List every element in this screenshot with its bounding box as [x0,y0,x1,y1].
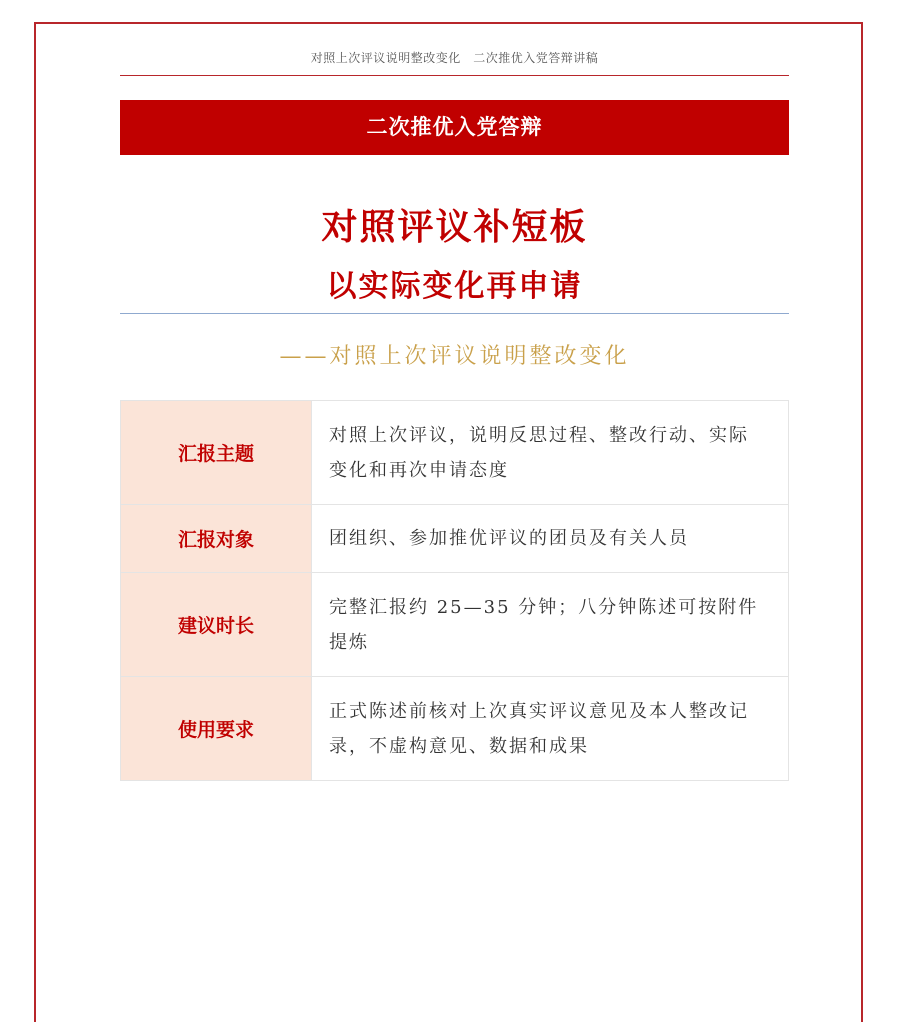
title-divider [120,313,789,314]
row-value-audience: 团组织、参加推优评议的团员及有关人员 [312,505,789,573]
page-subtitle: 以实际变化再申请 [326,269,583,304]
page-title: 对照评议补短板 [321,207,588,248]
section-banner: 二次推优入党答辩 [120,100,789,155]
row-value-topic: 对照上次评议，说明反思过程、整改行动、实际变化和再次申请态度 [312,401,789,505]
table-row [121,677,789,781]
table-row [121,573,789,677]
row-label-audience: 汇报对象 [121,505,312,573]
table-row [121,505,789,573]
table-row [121,401,789,505]
row-label-topic: 汇报主题 [121,401,312,505]
row-label-duration: 建议时长 [121,573,312,677]
page-tagline: ——对照上次评议说明整改变化 [279,344,630,369]
row-value-duration: 完整汇报约 25—35 分钟；八分钟陈述可按附件提炼 [312,573,789,677]
row-label-requirements: 使用要求 [121,677,312,781]
header-divider [120,75,789,76]
info-table [120,400,789,781]
row-value-requirements: 正式陈述前核对上次真实评议意见及本人整改记录，不虚构意见、数据和成果 [312,677,789,781]
running-header: 对照上次评议说明整改变化 二次推优入党答辩讲稿 [310,51,599,65]
